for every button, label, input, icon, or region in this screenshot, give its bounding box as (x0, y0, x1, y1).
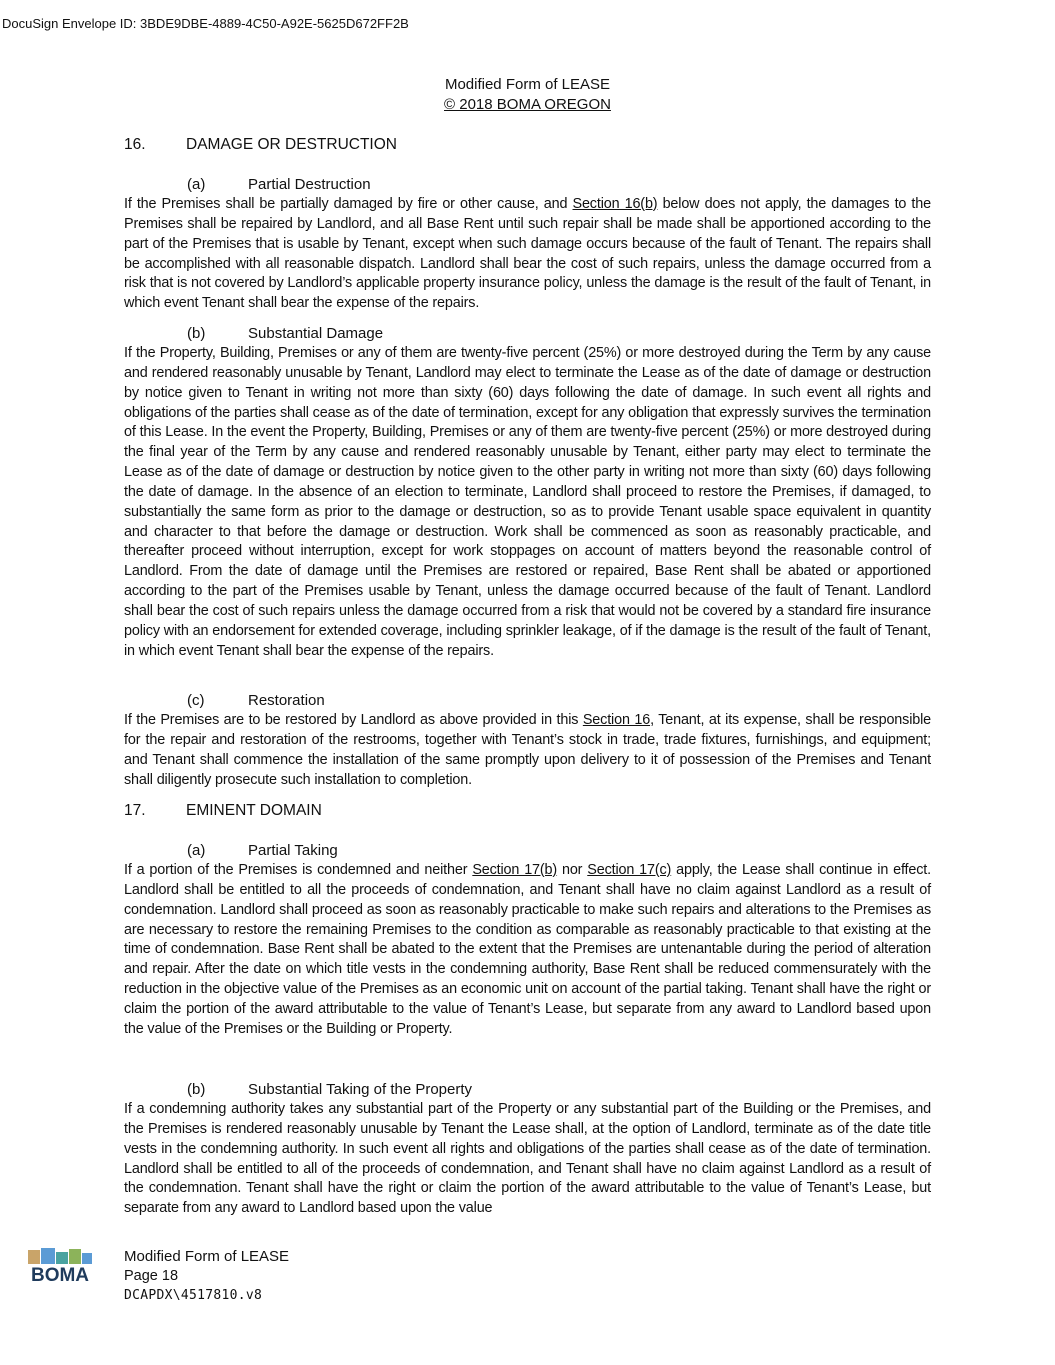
footer-form-title: Modified Form of LEASE (124, 1248, 290, 1265)
section-reference-link: Section 17(c) (587, 862, 672, 878)
logo-text: BOMA (30, 1265, 90, 1286)
subsection-label: (a) (187, 176, 206, 193)
subsection-16c-heading (187, 692, 325, 709)
section-title: DAMAGE OR DESTRUCTION (186, 136, 397, 153)
boma-logo-icon (24, 1248, 96, 1286)
text-run: apply, the Lease shall continue in effect. Landlord shall be entitled to all the proceeds of condemnation, and Tenant shall have no claim against Landlord as a result of condemnation. Landlord shall proceed as soon as reasonably practicable to make such repairs and alterations to the Premises as are necessary to restore the remaining Premises to the condition as comparable as reasonably practicable to that existing at the time of condemnation. Base Rent shall be abated to the extent that the Premises are untenantable during the period of alteration and repair. After the date on which title vests in the condemning authority, Base Rent shall be reduced commensurately with the reduction in the objective value of the Premises as an economic unit on account of the partial taking. Tenant shall have the right or claim the portion of the award attributable to the value of Tenant’s Lease, but separate from any award to Landlord based upon the value of the Premises or the Building or Property. (124, 862, 931, 1037)
section-16-heading (124, 136, 397, 154)
text-run: nor (557, 862, 588, 878)
section-17-heading (124, 802, 322, 820)
footer-doc-id: DCAPDX\4517810.v8 (124, 1288, 263, 1303)
subsection-title: Substantial Taking of the Property (248, 1081, 473, 1098)
section-reference-link: Section 16(b) (572, 196, 658, 212)
paragraph-16c (124, 711, 931, 790)
header-copyright: © 2018 BOMA OREGON (444, 96, 611, 113)
text-run: , Tenant, at its expense, shall be responsible for the repair and restoration of the restrooms, together with Tenant’s stock in trade, trade fixtures, furnishings, and equipment; and Tenant shall commence the installation of the same promptly upon delivery to it of possession of the Premises and Tenant shall diligently prosecute such installation to completion. (124, 712, 932, 788)
subsection-label: (c) (187, 692, 205, 709)
subsection-title: Partial Taking (248, 842, 338, 859)
subsection-17a-heading (187, 842, 338, 859)
subsection-label: (b) (187, 325, 206, 342)
subsection-17b-heading (187, 1081, 472, 1098)
subsection-16a-heading (187, 176, 371, 193)
text-run: below does not apply, the damages to the Premises shall be repaired by Landlord, and all Base Rent until such repair shall be made shall be apportioned according to the part of the Premises that is usable by Tenant, except when such damage occurs because of the fault of Tenant. The repairs shall be accomplished with all reasonable dispatch. Landlord shall bear the cost of such repairs, unless the damage occurred from a risk that is not covered by Landlord’s applicable property insurance policy, unless the damage is the result of the fault of Tenant, in which event Tenant shall bear the expense of the repairs. (124, 196, 931, 312)
text-run: If the Premises shall be partially damaged by fire or other cause, and (124, 196, 573, 212)
paragraph-17a (124, 861, 931, 1040)
subsection-title: Substantial Damage (248, 325, 384, 342)
section-title: EMINENT DOMAIN (186, 802, 322, 819)
subsection-title: Partial Destruction (248, 176, 371, 193)
subsection-label: (b) (187, 1081, 206, 1098)
section-number: 16. (124, 136, 146, 153)
section-number: 17. (124, 802, 146, 819)
paragraph-17b: If a condemning authority takes any substantial part of the Property or any substantial part of the Building or the Premises, and the Premises is rendered reasonably unusable by Tenant the Lease shall, at the option of Landlord, terminate as of the date title vests in the condemning authority. In such event all rights and obligations of the parties shall cease as of the date of termination. Landlord shall be entitled to all of the proceeds of condemnation, and Tenant shall have no claim against Landlord as a result of the condemnation. Tenant shall have the right or claim the portion of the award attributable to the value of Tenant’s Lease, but separate from any award to Landlord based upon the value (124, 1101, 931, 1217)
paragraph-16a (124, 195, 931, 314)
subsection-label: (a) (187, 842, 206, 859)
header-title: Modified Form of LEASE (444, 76, 611, 93)
text-run: If a portion of the Premises is condemned and neither (124, 862, 473, 878)
docusign-envelope-id: DocuSign Envelope ID: 3BDE9DBE-4889-4C50-A92E-5625D672FF2B (2, 16, 409, 31)
paragraph-16b: If the Property, Building, Premises or any of them are twenty-five percent (25%) or more destroyed during the Term by any cause and rendered reasonably unusable by Tenant, Landlord may elect to terminate the Lease as of the date of damage or destruction by notice given to Tenant in writing not more than sixty (60) days following the date of damage. In such event all rights and obligations of the parties shall cease as of the date of termination, except for any obligation that expressly survives the termination of this Lease. In the event the Property, Building, Premises or any of them are twenty-five percent (25%) or more destroyed during the final year of the Term by any cause and rendered reasonably unusable by Tenant, either party may elect to terminate the Lease as of the date of damage or destruction by notice given to the other party in writing not more than sixty (60) days following the date of damage. In the absence of an election to terminate, Landlord shall proceed to restore the Premises, if damaged, to substantially the same form as prior to the damage or destruction, so as to provide Tenant usable space equivalent in quantity and character to that before the damage or destruction. Work shall be commenced as soon as reasonably practicable, and thereafter proceed without interruption, except for work stoppages on account of matters beyond the reasonable control of Landlord. From the date of damage until the Premises are restored or repaired, Base Rent shall be abated or apportioned according to the part of the Premises usable by Tenant, unless the damage occurred because of the fault of Tenant. Landlord shall bear the cost of such repairs unless the damage occurred from a risk that would not be covered by a standard fire insurance policy with an endorsement for extended coverage, including sprinkler leakage, of if the damage is the result of the fault of Tenant, in which event Tenant shall bear the expense of the repairs. (124, 345, 931, 659)
subsection-16b-heading (187, 325, 383, 342)
subsection-title: Restoration (248, 692, 325, 709)
footer-page-number: Page 18 (124, 1268, 179, 1284)
text-run: If the Premises are to be restored by Landlord as above provided in this (124, 712, 583, 728)
section-reference-link: Section 17(b) (472, 862, 558, 878)
section-reference-link: Section 16 (582, 712, 651, 728)
